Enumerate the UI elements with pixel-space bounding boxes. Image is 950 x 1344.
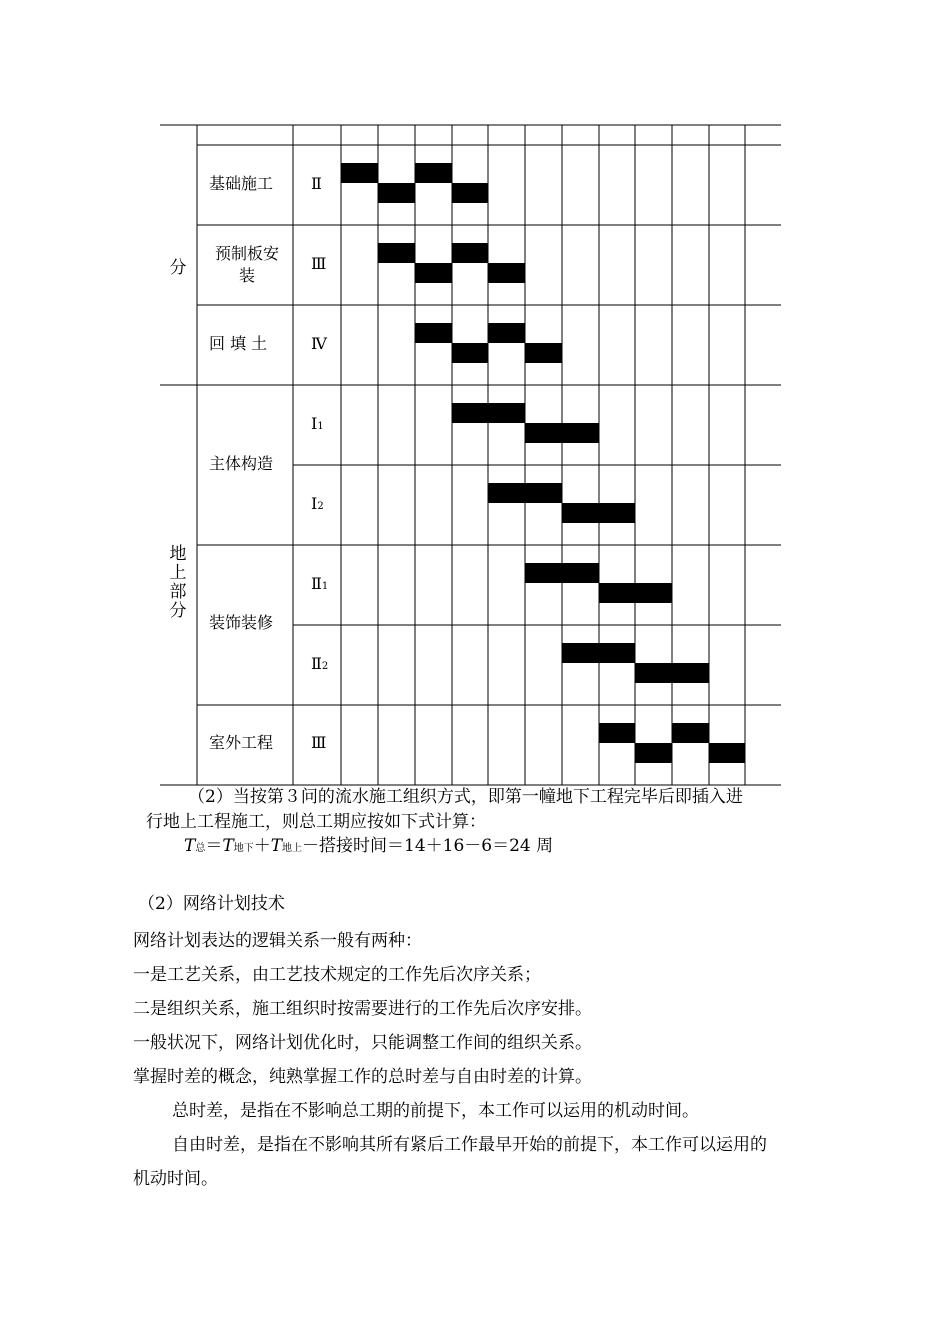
section-code — [311, 173, 322, 195]
formula-rest: －搭接时间＝14＋16－6＝24 周 — [302, 836, 554, 856]
paragraph-line: 自由时差，是指在不影响其所有紧后工作最早开始的前提下，本工作可以运用的 — [172, 1135, 767, 1155]
schedule-bar — [415, 163, 452, 183]
schedule-bar — [599, 583, 635, 603]
schedule-bar — [562, 563, 599, 583]
work-name-main-structure: 主体构造 — [209, 454, 274, 473]
section-code — [311, 253, 326, 275]
section-code-text: Ⅰ — [311, 494, 318, 513]
section-code — [311, 333, 327, 355]
paragraph-line: 网络计划表达的逻辑关系一般有两种： — [133, 931, 422, 951]
schedule-bar — [488, 403, 525, 423]
section-code — [311, 732, 326, 754]
work-name-precast-slab — [209, 243, 289, 287]
section-code — [311, 573, 328, 598]
formula-T: T — [184, 836, 196, 856]
schedule-bar — [378, 243, 415, 263]
paragraph-line: 掌握时差的概念，纯熟掌握工作的总时差与自由时差的计算。 — [133, 1067, 592, 1087]
schedule-bar — [341, 163, 378, 183]
schedule-bar — [488, 483, 525, 503]
formula-subscript: 地上 — [282, 843, 303, 854]
group-label-underground: 分 — [169, 258, 187, 278]
formula-op: ＋ — [253, 836, 271, 856]
work-name-decoration: 装饰装修 — [209, 613, 274, 632]
work-name-precast-slab-text: 预制板安装 — [214, 244, 279, 285]
schedule-bar — [562, 423, 599, 443]
schedule-bar — [452, 183, 488, 203]
section-code — [311, 653, 328, 678]
schedule-bar — [488, 323, 525, 343]
section-heading: （2）网络计划技术 — [138, 894, 285, 914]
schedule-bar — [562, 503, 599, 523]
group-label-above-ground: 地 上 部 分 — [169, 544, 187, 621]
schedule-bar — [635, 663, 672, 683]
section-subscript: 2 — [321, 661, 329, 672]
schedule-bar — [415, 263, 452, 283]
paragraph-line: 一是工艺关系，由工艺技术规定的工作先后次序关系； — [133, 965, 541, 985]
schedule-bar — [525, 423, 562, 443]
section-code-text: Ⅲ — [311, 733, 327, 752]
section-code-text: Ⅱ — [311, 574, 322, 593]
schedule-bar — [488, 263, 525, 283]
schedule-bar — [452, 403, 488, 423]
section-subscript: 2 — [317, 501, 324, 512]
paragraph-line: 机动时间。 — [133, 1169, 218, 1189]
formula — [184, 834, 553, 861]
section-code-text: Ⅱ — [311, 654, 322, 673]
section-code-text: Ⅳ — [311, 334, 327, 353]
formula-subscript: 总 — [195, 843, 206, 854]
schedule-bar — [599, 503, 635, 523]
schedule-bar — [635, 743, 672, 763]
schedule-bar — [672, 723, 709, 743]
section-subscript: 1 — [321, 581, 329, 592]
formula-subscript: 地下 — [233, 843, 254, 854]
schedule-bar — [452, 243, 488, 263]
schedule-bar — [415, 323, 452, 343]
section-code-text: Ⅰ — [311, 414, 318, 433]
schedule-bar — [525, 563, 562, 583]
work-name-exterior: 室外工程 — [209, 733, 274, 752]
schedule-bar — [378, 183, 415, 203]
paragraph-line: 一般状况下，网络计划优化时，只能调整工作间的组织关系。 — [133, 1033, 592, 1053]
paragraph-line: （2）当按第３问的流水施工组织方式，即第一幢地下工程完毕后即插入进 — [188, 787, 743, 807]
section-code-text: Ⅲ — [311, 254, 327, 273]
schedule-bar — [525, 343, 562, 363]
formula-T: T — [270, 836, 283, 856]
section-subscript: 1 — [317, 421, 324, 432]
schedule-bar — [599, 643, 635, 663]
work-name-foundation: 基础施工 — [209, 174, 274, 193]
schedule-bar — [525, 483, 562, 503]
paragraph-line: 二是组织关系，施工组织时按需要进行的工作先后次序安排。 — [133, 999, 592, 1019]
formula-T: T — [222, 836, 234, 856]
schedule-bar — [562, 643, 599, 663]
paragraph-line: 总时差，是指在不影响总工期的前提下，本工作可以运用的机动时间。 — [172, 1101, 699, 1121]
section-code — [311, 413, 324, 438]
formula-op: ＝ — [205, 836, 223, 856]
work-name-backfill: 回 填 土 — [209, 334, 268, 353]
section-code — [311, 493, 324, 518]
schedule-bar — [452, 343, 488, 363]
section-code-text: Ⅱ — [311, 174, 322, 193]
schedule-bar — [672, 663, 709, 683]
schedule-bar — [635, 583, 672, 603]
paragraph-line: 行地上工程施工，则总工期应按如下式计算： — [146, 812, 486, 832]
schedule-bar — [709, 743, 745, 763]
schedule-bar — [599, 723, 635, 743]
